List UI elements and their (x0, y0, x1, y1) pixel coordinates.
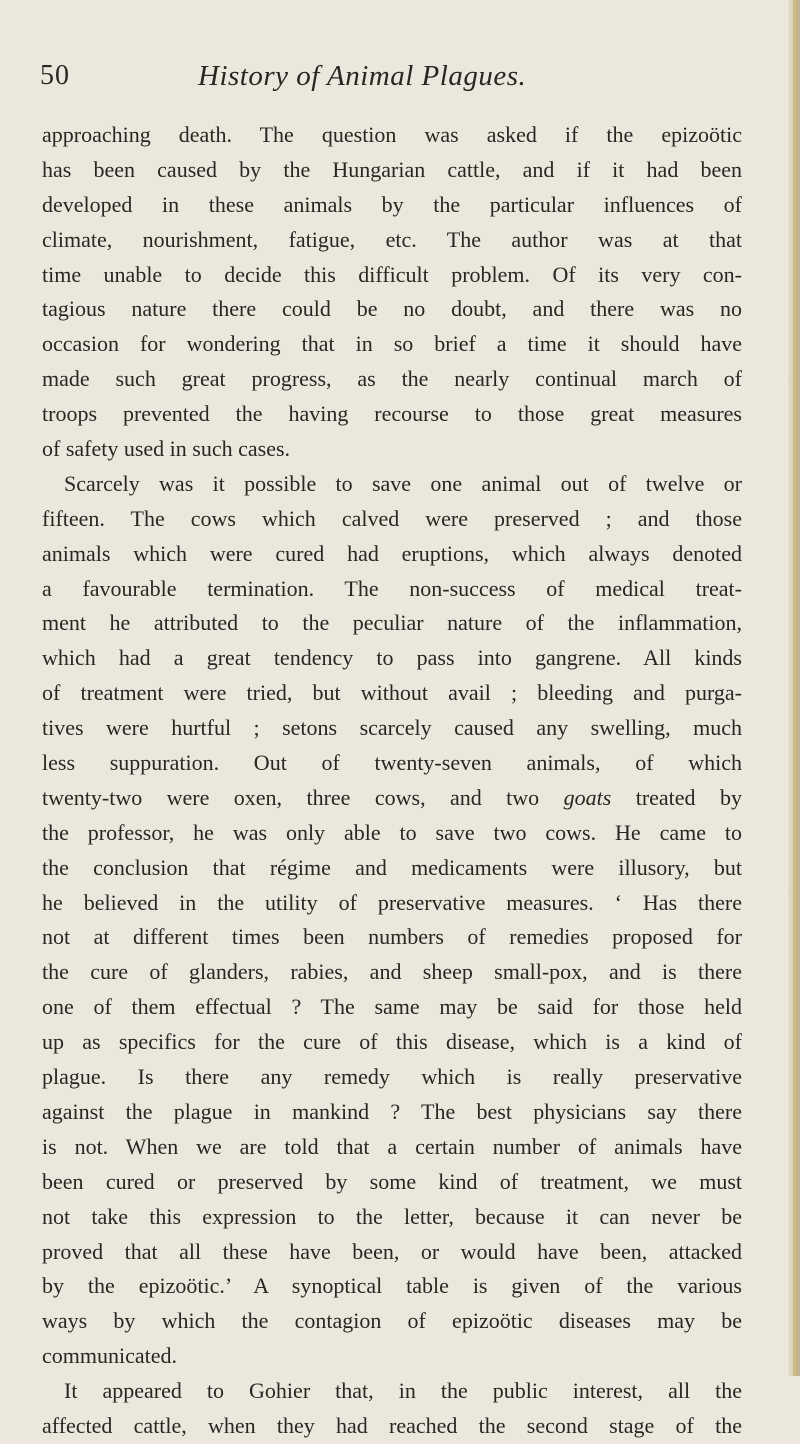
text-line: been cured or preserved by some kind of treatment, we must (42, 1168, 742, 1194)
text-line: ways by which the contagion of epizoötic diseases may be (42, 1308, 742, 1334)
text-line: he believed in the utility of preservative measures. ‘ Has there (42, 889, 742, 915)
text-line: climate, nourishment, fatigue, etc. The author was at that (42, 226, 742, 252)
text-line: up as specifics for the cure of this disease, which is a kind of (42, 1029, 742, 1055)
text-line: the cure of glanders, rabies, and sheep small-pox, and is there (42, 959, 742, 985)
text-line: plague. Is there any remedy which is really preservative (42, 1064, 742, 1090)
page-header (40, 60, 760, 100)
text-line: proved that all these have been, or would have been, attacked (42, 1238, 742, 1264)
text-line: It appeared to Gohier that, in the public interest, all the (64, 1378, 742, 1404)
text-line: affected cattle, when they had reached the second stage of the (42, 1412, 742, 1438)
text-line: fifteen. The cows which calved were preserved ; and those (42, 505, 742, 531)
text-line: one of them effectual ? The same may be said for those held (42, 994, 742, 1020)
text-line: animals which were cured had eruptions, which always denoted (42, 540, 742, 566)
text-line: the professor, he was only able to save two cows. He came to (42, 819, 742, 845)
text-line: developed in these animals by the particular influences of (42, 191, 742, 217)
text-line: Scarcely was it possible to save one animal out of twelve or (64, 470, 742, 496)
text-line: of safety used in such cases. (42, 436, 291, 462)
text-line: approaching death. The question was asked if the epizoötic (42, 122, 742, 147)
text-line: a favourable termination. The non-success of medical treat- (42, 575, 742, 601)
text-line: ment he attributed to the peculiar nature of the inflammation, (42, 610, 742, 636)
text-line: not take this expression to the letter, because it can never be (42, 1203, 742, 1229)
text-segment: twenty-two were oxen, three cows, and two (42, 784, 540, 810)
text-line: of treatment were tried, but without avail ; bleeding and purga- (42, 680, 742, 706)
running-title: History of Animal Plagues. (198, 60, 527, 92)
text-line: by the epizoötic.’ A synoptical table is given of the various (42, 1273, 742, 1299)
text-line: not at different times been numbers of remedies proposed for (42, 924, 742, 950)
text-line: which had a great tendency to pass into gangrene. All kinds (42, 645, 742, 671)
text-segment: treated by (611, 784, 742, 810)
text-line: tives were hurtful ; setons scarcely caused any swelling, much (42, 715, 742, 741)
text-line (42, 781, 742, 816)
text-line: troops prevented the having recourse to those great measures (42, 401, 742, 427)
text-line: communicated. (42, 1343, 178, 1369)
text-line: less suppuration. Out of twenty-seven animals, of which (42, 750, 742, 776)
body-text (42, 118, 742, 1444)
italic-word: goats (563, 784, 612, 810)
text-line: tagious nature there could be no doubt, and there was no (42, 296, 742, 322)
page-number: 50 (40, 60, 70, 91)
text-line: is not. When we are told that a certain number of animals have (42, 1133, 742, 1159)
text-line: time unable to decide this difficult problem. Of its very con- (42, 261, 742, 287)
text-line: against the plague in mankind ? The best physicians say there (42, 1098, 742, 1124)
text-line: made such great progress, as the nearly continual march of (42, 366, 742, 392)
text-line: the conclusion that régime and medicaments were illusory, but (42, 854, 742, 880)
text-line: has been caused by the Hungarian cattle, and if it had been (42, 156, 742, 182)
page-edge (788, 0, 800, 1376)
text-line: occasion for wondering that in so brief a time it should have (42, 331, 742, 357)
